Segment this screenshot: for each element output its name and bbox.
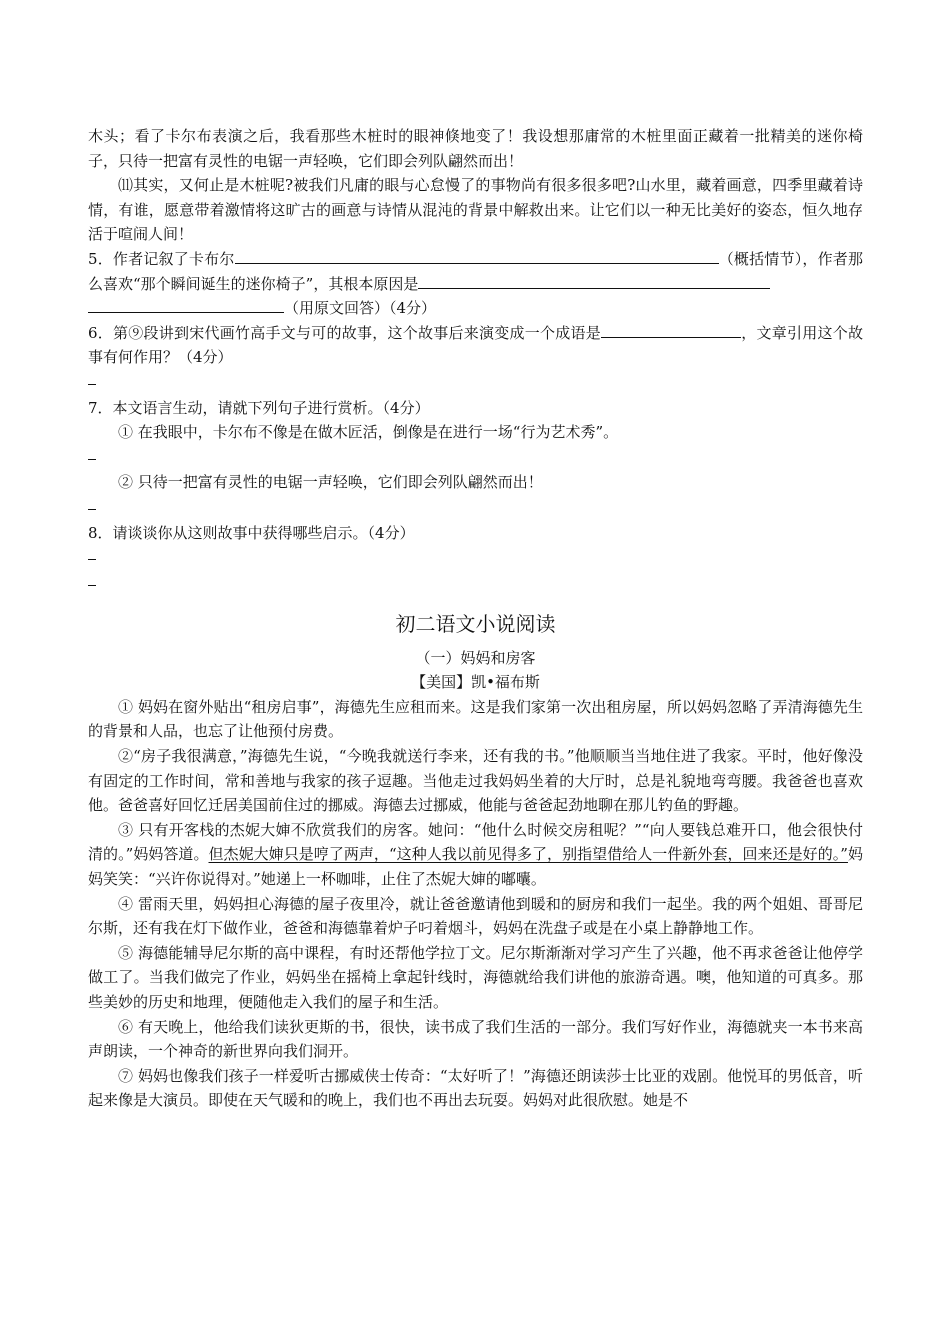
underlined-sentence: 但杰妮大婶只是哼了两声，“这种人我以前见得多了，别指望借给人一件新外套，回来还是好的。” [208,845,848,864]
question-5-text-3: （用原文回答）（4分） [284,299,437,318]
answer-blank-6[interactable] [601,321,741,338]
answer-line-7a[interactable] [88,445,96,460]
section-title: 初二语文小说阅读 [395,611,556,636]
story-paragraph-6: ⑥ 有天晚上，他给我们读狄更斯的书，很快，读书成了我们生活的一部分。我们写好作业，海德就夹一本书来高声朗读，一个神奇的新世界向我们洞开。 [88,1017,863,1061]
answer-line-8a[interactable] [88,545,96,560]
story-paragraph-3-end: 妈妈笑笑：“兴许你说得对。”她递上一杯咖啡，止住了杰妮大婶的嘟囔。 [88,845,864,889]
document-page [88,124,863,1113]
question-7-item-1: ① 在我眼中，卡尔布不像是在做木匠活，倒像是在进行一场“行为艺术秀”。 [118,423,619,442]
paragraph-11: ⑾其实，又何止是木桩呢?被我们凡庸的眼与心怠慢了的事物尚有很多很多吧?山水里，藏着画意，四季里藏着诗情，有谁，愿意带着激情将这旷古的画意与诗情从混沌的背景中解救出来。让它们以一种无比美好的姿态，恒久地存活于喧闹人间！ [88,176,863,244]
question-5-text-2: （概括情节），作者那么喜欢“那个瞬间诞生的迷你椅子”，其根本原因是 [88,249,863,293]
question-6-text-1: 6．第⑨段讲到宋代画竹高手文与可的故事，这个故事后来演变成一个成语是 [88,323,601,342]
answer-line-8b[interactable] [88,571,96,586]
answer-line-7b[interactable] [88,495,96,510]
answer-blank-5b[interactable] [418,272,770,289]
question-5-text-1: 5．作者记叙了卡布尔 [88,249,235,268]
story-author: 【美国】凯•福布斯 [411,673,540,692]
question-7-item-2: ② 只待一把富有灵性的电锯一声轻唤，它们即会列队翩然而出！ [118,473,543,492]
story-paragraph-5: ⑤ 海德能辅导尼尔斯的高中课程，有时还帮他学拉丁文。尼尔斯渐渐对学习产生了兴趣，他不再求爸爸让他停学做工了。当我们做完了作业，妈妈坐在摇椅上拿起针线时，海德就给我们讲他的旅游奇遇。噢，他知道的可真多。那些美妙的历史和地理，便随他走入我们的屋子和生活。 [88,943,863,1011]
story-paragraph-4: ④ 雷雨天里，妈妈担心海德的屋子夜里冷，就让爸爸邀请他到暖和的厨房和我们一起坐。我的两个姐姐、哥哥尼尔斯，还有我在灯下做作业，爸爸和海德靠着炉子叼着烟斗，妈妈在洗盘子或是在小桌上静静地工作。 [88,894,863,938]
question-6 [88,321,863,370]
story-subtitle: （一）妈妈和房客 [415,648,536,667]
answer-blank-5c[interactable] [88,296,284,313]
story-paragraph-7: ⑦ 妈妈也像我们孩子一样爱听古挪威侠士传奇：“太好听了！”海德还朗读莎士比亚的戏剧。他悦耳的男低音，听起来像是大演员。即使在天气暖和的晚上，我们也不再出去玩耍。妈妈对此很欣慰。她是不 [88,1066,863,1110]
question-6-text-2: ，文章引用这个故事有何作用？（4分） [88,323,863,367]
story-paragraph-3-start: ③ 只有开客栈的杰妮大婶不欣赏我们的房客。她问：“他什么时候交房租呢？”“向人要钱总难开口，他会很快付清的。”妈妈答道。 [88,820,863,864]
question-5 [88,247,863,321]
answer-line-6[interactable] [88,370,96,385]
question-7-stem: 7．本文语言生动，请就下列句子进行赏析。（4分） [88,398,430,417]
story-paragraph-2: ②“房子我很满意，”海德先生说，“今晚我就送行李来，还有我的书。”他顺顺当当地住进了我家。平时，他好像没有固定的工作时间，常和善地与我家的孩子逗趣。当他走过我妈妈坐着的大厅时，总是礼貌地弯弯腰。我爸爸也喜欢他。爸爸喜好回忆迁居美国前住过的挪威。海德去过挪威，他能与爸爸起劲地聊在那儿钓鱼的野趣。 [88,747,863,815]
answer-blank-5a[interactable] [235,247,719,264]
paragraph-continuation: 木头；看了卡尔布表演之后，我看那些木桩时的眼神倏地变了！我设想那庸常的木桩里面正藏着一批精美的迷你椅子，只待一把富有灵性的电锯一声轻唤，它们即会列队翩然而出！ [88,127,863,170]
story-paragraph-1: ① 妈妈在窗外贴出“租房启事”，海德先生应租而来。这是我们家第一次出租房屋，所以妈妈忽略了弄清海德先生的背景和人品，也忘了让他预付房费。 [88,697,863,741]
question-8-stem: 8．请谈谈你从这则故事中获得哪些启示。（4分） [88,523,415,542]
story-paragraph-3 [88,818,863,892]
